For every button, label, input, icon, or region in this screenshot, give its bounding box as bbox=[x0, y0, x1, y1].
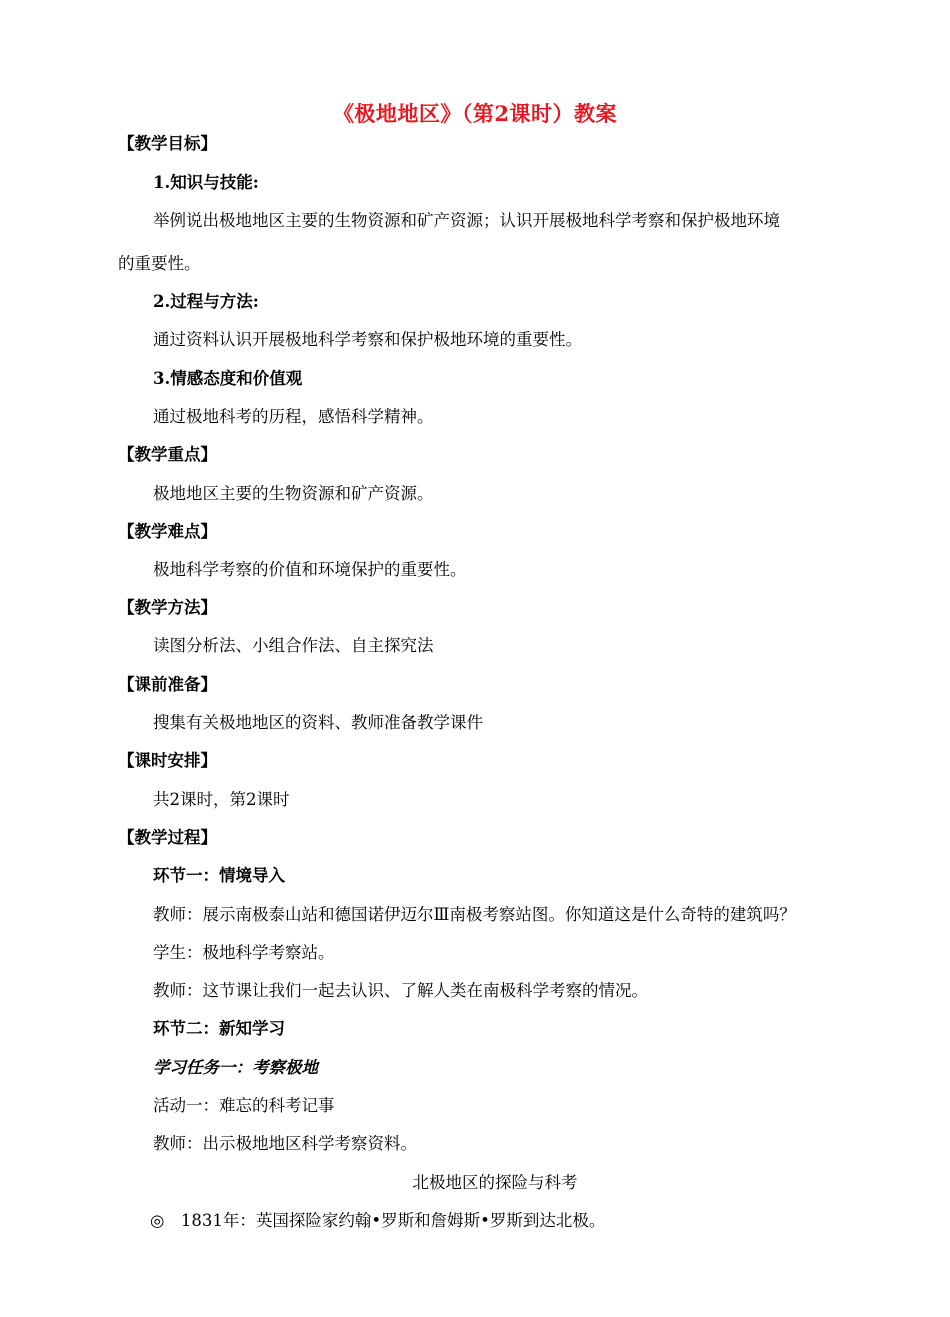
heading-preparation: 【课前准备】 bbox=[118, 675, 217, 694]
difficult-points-text: 极地科学考察的价值和环境保护的重要性。 bbox=[153, 560, 467, 579]
goal3-text: 通过极地科考的历程，感悟科学精神。 bbox=[153, 407, 434, 426]
step1-teacher-line-1: 教师：展示南极泰山站和德国诺伊迈尔Ⅲ南极考察站图。你知道这是什么奇特的建筑吗？ bbox=[153, 905, 796, 924]
goal2-text: 通过资料认识开展极地科学考察和保护极地环境的重要性。 bbox=[153, 330, 582, 349]
goal1-title: 1.知识与技能: bbox=[153, 173, 259, 192]
heading-teaching-methods: 【教学方法】 bbox=[118, 598, 217, 617]
heading-teaching-process: 【教学过程】 bbox=[118, 828, 217, 847]
step2-teacher-line: 教师：出示极地地区科学考察资料。 bbox=[153, 1134, 417, 1153]
document-title: 《极地地区》（第2课时）教案 bbox=[332, 101, 618, 126]
heading-key-points: 【教学重点】 bbox=[118, 445, 217, 464]
heading-difficult-points: 【教学难点】 bbox=[118, 522, 217, 541]
activity1-title: 活动一：难忘的科考记事 bbox=[153, 1096, 335, 1115]
goal3-title: 3.情感态度和价值观 bbox=[153, 369, 303, 388]
schedule-text: 共2课时，第2课时 bbox=[153, 790, 290, 809]
step1-student-line: 学生：极地科学考察站。 bbox=[153, 943, 335, 962]
heading-schedule: 【课时安排】 bbox=[118, 751, 217, 770]
step2-title: 环节二：新知学习 bbox=[153, 1019, 285, 1038]
step1-title: 环节一：情境导入 bbox=[153, 866, 285, 885]
task1-title: 学习任务一：考察极地 bbox=[153, 1058, 318, 1077]
teaching-methods-text: 读图分析法、小组合作法、自主探究法 bbox=[153, 636, 434, 655]
step1-teacher-line-2: 教师：这节课让我们一起去认识、了解人类在南极科学考察的情况。 bbox=[153, 981, 648, 1000]
goal1-text-continued: 的重要性。 bbox=[118, 254, 201, 273]
goal1-text: 举例说出极地地区主要的生物资源和矿产资源；认识开展极地科学考察和保护极地环境 bbox=[153, 211, 780, 230]
preparation-text: 搜集有关极地地区的资料、教师准备教学课件 bbox=[153, 713, 483, 732]
heading-teaching-goals: 【教学目标】 bbox=[118, 134, 217, 153]
key-points-text: 极地地区主要的生物资源和矿产资源。 bbox=[153, 484, 434, 503]
material-item-1831: ◎ 1831年：英国探险家约翰•罗斯和詹姆斯•罗斯到达北极。 bbox=[150, 1211, 606, 1230]
goal2-title: 2.过程与方法: bbox=[153, 292, 259, 311]
material-title: 北极地区的探险与科考 bbox=[412, 1173, 578, 1192]
